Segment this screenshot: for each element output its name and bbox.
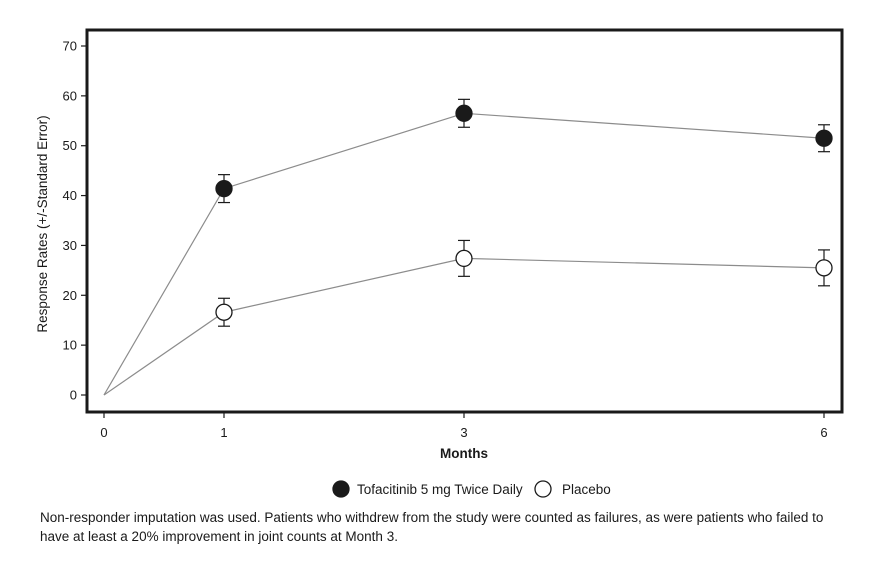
x-axis: [100, 412, 827, 440]
data-point-0: [216, 181, 232, 197]
data-point-0: [456, 105, 472, 121]
x-tick-label: 1: [220, 425, 228, 440]
chart-footnote: Non-responder imputation was used. Patients who withdrew from the study were counted as failures, as were patients who failed to have at least a 20% improvement in joint counts at Month 3.: [40, 510, 824, 544]
error-bars: [218, 99, 830, 326]
plot-frame: [87, 30, 842, 412]
x-tick-label: 3: [460, 425, 468, 440]
legend-marker: [535, 481, 551, 497]
y-tick-label: 50: [62, 138, 77, 154]
legend-label: Tofacitinib 5 mg Twice Daily: [357, 482, 523, 497]
y-tick-label: 0: [69, 387, 77, 403]
x-axis-title: Months: [440, 446, 488, 461]
data-point-1: [816, 260, 832, 276]
x-tick-label: 0: [100, 425, 108, 440]
y-tick-label: 60: [62, 88, 77, 104]
y-axis-title: Response Rates (+/-Standard Error): [35, 115, 50, 333]
y-axis: [63, 39, 87, 403]
legend-marker: [333, 481, 349, 497]
data-point-1: [216, 304, 232, 320]
data-markers: [216, 105, 832, 320]
y-tick-label: 20: [62, 287, 77, 303]
x-tick-label: 6: [820, 425, 828, 440]
y-tick-label: 70: [62, 38, 77, 54]
y-tick-label: 30: [62, 237, 77, 253]
data-point-1: [456, 250, 472, 266]
y-tick-label: 40: [62, 188, 77, 204]
legend-label: Placebo: [562, 482, 611, 497]
y-tick-label: 10: [62, 337, 77, 353]
legend: [333, 481, 611, 497]
series-line-1: [104, 258, 824, 395]
data-point-0: [816, 130, 832, 146]
